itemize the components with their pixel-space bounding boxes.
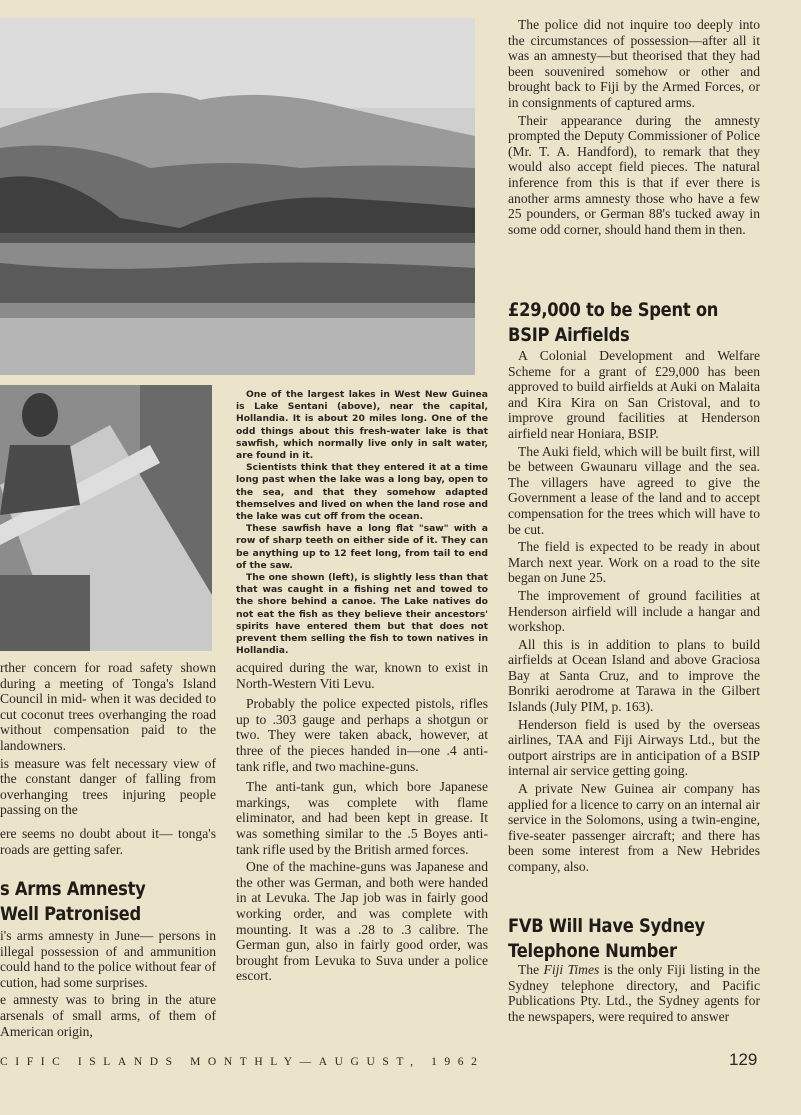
page-number: 129 bbox=[729, 1050, 758, 1069]
article-paragraph: One of the machine-guns was Japanese and the other was German, and both were handed in at Levuka. The Jap job was in fairly good working order, and was complete with mounting. It was a .28 to .3 calibre. The German gun, also in fairly good order, was brought from Levuka to Suva under a police escort. bbox=[236, 859, 488, 984]
article-paragraph: The anti-tank gun, which bore Japanese markings, was complete with flame eliminator, and had been kept in grease. It was something similar to the .5 Boyes anti-tank rifle used by the British armed forces. bbox=[236, 779, 488, 857]
article-paragraph: The field is expected to be ready in about March next year. Work on a road to the site began on June 25. bbox=[508, 539, 760, 586]
article-paragraph: Probably the police expected pistols, rifles up to .303 gauge and perhaps a shotgun or two. They were taken aback, however, at three of the pieces handed in—one .4 anti-tank rifle, and two machine-guns. bbox=[236, 696, 488, 774]
article-paragraph: e amnesty was to bring in the ature arsenals of small arms, of them of American origin, bbox=[0, 992, 216, 1039]
right-column-police bbox=[508, 17, 760, 237]
article-paragraph: rther concern for road safety shown during a meeting of Tonga's Island Council in mid- when it was decided to cut coconut trees overhanging the road without compensation paid to the landowners. bbox=[0, 660, 216, 753]
article-paragraph: All this is in addition to plans to build airfields at Ocean Island and above Graciosa Bay at Santa Cruz, and to improve the Bonriki aerodrome at Tarawa in the Gilbert Islands (July PIM, p. 163). bbox=[508, 636, 760, 715]
left-column-amnesty bbox=[0, 928, 216, 1039]
caption-paragraph: Scientists think that they entered it at a time long past when the lake was a long bay, open to the sea, and that they somehow adapted themselves and lived on when the land rose and the lake was cut off from the ocean. bbox=[236, 462, 488, 523]
article-paragraph: i's arms amnesty in June— persons in illegal possession of and ammunition could hand to the police without fear of cution, had some surprises. bbox=[0, 928, 216, 990]
photo-caption bbox=[236, 389, 488, 657]
headline-bsip-airfields: BSIP Airfields bbox=[508, 324, 630, 346]
fvb-lead: The bbox=[518, 962, 540, 977]
article-paragraph: The Auki field, which will be built first, will be between Gwaunaru village and the sea. The villagers have agreed to give the Government a lease of the land and to accept compensation for the trees which will have to be cut. bbox=[508, 443, 760, 537]
article-paragraph: A Colonial Development and Welfare Scheme for a grant of £29,000 has been approved to build airfields at Auki on Malaita and Kira Kira on San Cristoval, and to improve ground facilities at Henderson airfield near Honiara, BSIP. bbox=[508, 348, 760, 441]
headline-fvb-telephone: Telephone Number bbox=[508, 940, 677, 962]
article-paragraph: Their appearance during the amnesty prompted the Deputy Commissioner of Police (Mr. T. A. Handford), to remark that they would also accept field pieces. The natural inference from this is that if ever there is another arms amnesty those who have a few 25 pounders, or German 88's tucked away in some odd corner, should hand them in then. bbox=[508, 112, 760, 237]
right-column-bsip bbox=[508, 348, 760, 875]
headline-well-patronised: Well Patronised bbox=[0, 903, 141, 925]
headline-arms-amnesty: s Arms Amnesty bbox=[0, 878, 146, 900]
article-paragraph: A private New Guinea air company has applied for a licence to carry on an internal air service in the Solomons, using a twin-engine, five-seater passenger aircraft; and there has been some interest from a New Hebrides company, also. bbox=[508, 781, 760, 874]
middle-column bbox=[236, 660, 488, 984]
article-paragraph bbox=[508, 962, 760, 1024]
fvb-rest: is the only Fiji listing in the Sydney telephone directory, and Pacific Publications Pty. Ltd., the Sydney agents for the newspapers, were required to answer bbox=[508, 962, 761, 1024]
left-column bbox=[0, 660, 216, 857]
article-paragraph: Henderson field is used by the overseas airlines, TAA and Fiji Airways Ltd., but the outport airstrips are in anticipation of a BSIP internal air service getting going. bbox=[508, 716, 760, 779]
article-paragraph: is measure was felt necessary view of the constant danger of falling from overhanging trees injuring people passing on the bbox=[0, 755, 216, 818]
headline-fvb-sydney: FVB Will Have Sydney bbox=[508, 915, 705, 937]
right-column-fvb bbox=[508, 962, 760, 1024]
sawfish-photo bbox=[0, 385, 212, 651]
article-paragraph: acquired during the war, known to exist in North-Western Viti Levu. bbox=[236, 660, 488, 691]
lake-sentani-photo bbox=[0, 18, 475, 375]
caption-paragraph: The one shown (left), is slightly less than that that was caught in a fishing net and towed to the shore behind a canoe. The Lake natives do not eat the fish as they believe their ancestors' spirits have entered them but that does not prevent them selling the fish to town natives in Hollandia. bbox=[236, 572, 488, 657]
article-paragraph: ere seems no doubt about it— tonga's roads are getting safer. bbox=[0, 825, 216, 857]
magazine-footer: CIFIC ISLANDS MONTHLY—AUGUST, 1962 bbox=[0, 1056, 485, 1068]
caption-paragraph: One of the largest lakes in West New Guinea is Lake Sentani (above), near the capital, Hollandia. It is about 20 miles long. One of the odd things about this fresh-water lake is that sawfish, which normally live only in salt water, are found in it. bbox=[236, 389, 488, 462]
caption-paragraph: These sawfish have a long flat "saw" with a row of sharp teeth on either side of it. They can be anything up to 12 feet long, from tail to end of the saw. bbox=[236, 523, 488, 571]
article-paragraph: The improvement of ground facilities at Henderson airfield will include a hangar and workshop. bbox=[508, 587, 760, 635]
headline-bsip-spent: £29,000 to be Spent on bbox=[508, 299, 719, 321]
article-paragraph: The police did not inquire too deeply into the circumstances of possession—after all it was an amnesty—but theorised that they had been souvenired somehow or other and brought back to Fiji by the Armed Forces, or in consignments of captured arms. bbox=[508, 17, 760, 110]
fiji-times-title: Fiji Times bbox=[543, 962, 600, 977]
